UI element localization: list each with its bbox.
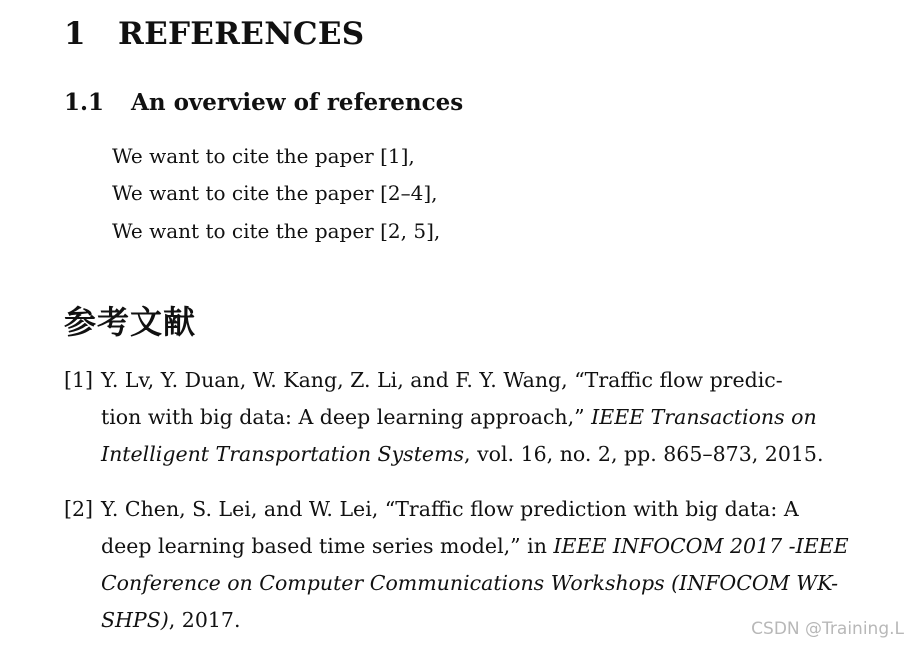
body-text-line: We want to cite the paper [2–4], <box>112 181 438 205</box>
reference-line: Y. Lv, Y. Duan, W. Kang, Z. Li, and F. Y. Wang, “Traffic flow predic- <box>101 368 783 392</box>
conference-title: SHPS) <box>101 608 169 632</box>
section-title: REFERENCES <box>118 16 365 52</box>
subsection-title: An overview of references <box>131 89 464 116</box>
reference-line: Intelligent Transportation Systems, vol. 16, no. 2, pp. 865–873, 2015. <box>101 442 824 466</box>
body-text-line: We want to cite the paper [2, 5], <box>112 219 441 243</box>
reference-entry <box>64 368 844 478</box>
conference-title: Conference on Computer Communications Workshops (INFOCOM WK- <box>101 571 839 595</box>
subsection-heading <box>64 89 463 116</box>
section-number: 1 <box>64 16 86 52</box>
reference-line <box>101 571 838 595</box>
journal-title: Intelligent Transportation Systems <box>101 442 465 466</box>
reference-label: [1] <box>64 368 94 392</box>
section-heading <box>64 16 364 52</box>
reference-line: SHPS), 2017. <box>101 608 241 632</box>
reference-line: Y. Chen, S. Lei, and W. Lei, “Traffic flow prediction with big data: A <box>101 497 799 521</box>
body-text-line: We want to cite the paper [1], <box>112 144 415 168</box>
references-heading: 参考文献 <box>64 303 197 341</box>
subsection-number: 1.1 <box>64 89 105 116</box>
watermark: CSDN @Training.L <box>751 619 904 639</box>
reference-line: deep learning based time series model,” in IEEE INFOCOM 2017 -IEEE <box>101 534 849 558</box>
reference-line: tion with big data: A deep learning approach,” IEEE Transactions on <box>101 405 817 429</box>
conference-title: IEEE INFOCOM 2017 -IEEE <box>553 534 849 558</box>
journal-title: IEEE Transactions on <box>591 405 817 429</box>
reference-label: [2] <box>64 497 94 521</box>
reference-entry <box>64 497 849 645</box>
